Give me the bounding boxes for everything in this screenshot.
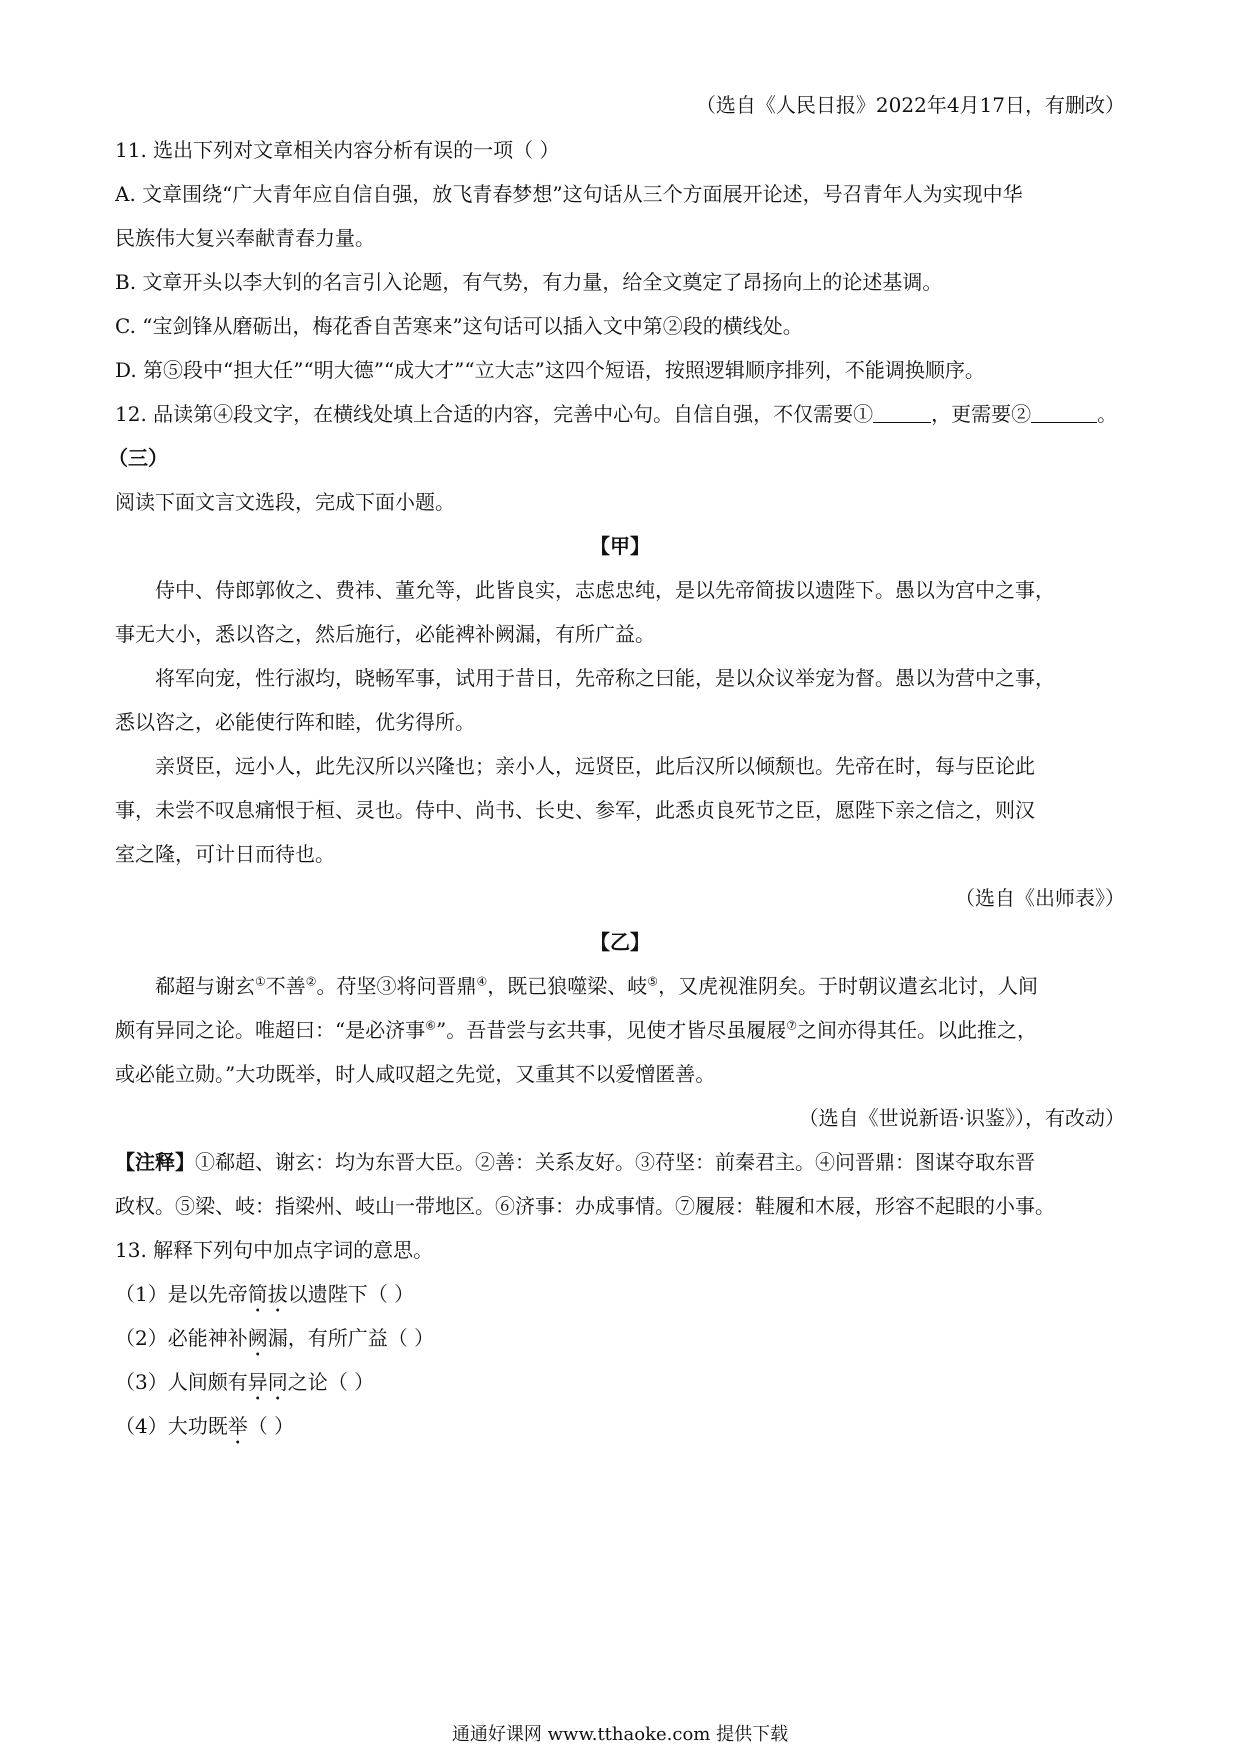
jia-p3-line3: 室之隆，可计日而待也。 bbox=[115, 842, 335, 866]
jia-p3-line2: 事，未尝不叹息痛恨于桓、灵也。侍中、尚书、长史、参军，此悉贞良死节之臣，愿陛下亲之信之，则汉 bbox=[115, 798, 1035, 822]
yi-source: （选自《世说新语·识鉴》），有改动） bbox=[798, 1106, 1125, 1130]
dotted-word: 举 bbox=[227, 1414, 248, 1438]
yi-line2 bbox=[115, 1015, 1125, 1045]
q11-option-d: D. 第⑤段中“担大任”“明大德”“成大才”“立大志”这四个短语，按照逻辑顺序排列，不能调换顺序。 bbox=[115, 358, 985, 382]
section-instruction: 阅读下面文言文选段，完成下面小题。 bbox=[115, 490, 455, 514]
q13-text: （ ） bbox=[247, 1414, 295, 1438]
yi-text: 不善 bbox=[265, 974, 306, 998]
q13-item-4 bbox=[115, 1411, 1125, 1449]
section-heading: （三） bbox=[108, 446, 168, 470]
q13-text: 以遗陛下（ ） bbox=[287, 1282, 415, 1306]
yi-text: 颇有异同之论。唯超曰：“是必济事 bbox=[115, 1018, 426, 1042]
jia-p3-line1: 亲贤臣，远小人，此先汉所以兴隆也；亲小人，远贤臣，此后汉所以倾颓也。先帝在时，每与臣论此 bbox=[155, 754, 1035, 778]
q13-item-3 bbox=[115, 1367, 1125, 1405]
q13-text: （1）是以先帝 bbox=[115, 1282, 248, 1306]
footer-watermark: 通通好课网 www.tthaoke.com 提供下载 bbox=[451, 1724, 789, 1745]
yi-text: 。苻坚③将问晋鼎 bbox=[316, 974, 477, 998]
jia-p1-line1: 侍中、侍郎郭攸之、费祎、董允等，此皆良实，志虑忠纯，是以先帝简拔以遗陛下。愚以为宫中之事， bbox=[155, 578, 1055, 602]
yi-text: ，既已狼噬梁、岐 bbox=[487, 974, 648, 998]
q12-part2: ，更需要② bbox=[931, 402, 1032, 426]
q11-option-a: A. 文章围绕“广大青年应自信自强，放飞青春梦想”这句话从三个方面展开论述，号召青年人为实现中华 bbox=[115, 182, 1023, 206]
q12-part3: 。 bbox=[1097, 402, 1118, 426]
note-marker: ② bbox=[305, 974, 317, 989]
notes-line1 bbox=[115, 1147, 1125, 1177]
yi-text: ”。吾昔尝与玄共事，见使才皆尽虽履屐 bbox=[436, 1018, 787, 1042]
notes-text: ①郗超、谢玄：均为东晋大臣。②善：关系友好。③苻坚：前秦君主。④问晋鼎：图谋夺取东晋 bbox=[195, 1150, 1035, 1174]
dotted-word: 异同 bbox=[247, 1370, 288, 1394]
note-marker: ⑦ bbox=[786, 1018, 797, 1033]
yi-text: ，又虎视淮阴矣。于时朝议遣玄北讨，人间 bbox=[658, 974, 1039, 998]
note-marker: ⑥ bbox=[425, 1018, 436, 1033]
notes-label: 【注释】 bbox=[115, 1150, 195, 1174]
q13-text: （2）必能神补 bbox=[115, 1326, 248, 1350]
yi-text: 郗超与谢玄 bbox=[155, 974, 255, 998]
note-marker: ① bbox=[255, 974, 266, 989]
note-marker: ④ bbox=[476, 974, 488, 989]
note-marker: ⑤ bbox=[647, 974, 659, 989]
jia-source: （选自《出师表》） bbox=[955, 886, 1125, 910]
jia-p2-line1: 将军向宠，性行淑均，晓畅军事，试用于昔日，先帝称之曰能，是以众议举宠为督。愚以为营中之事， bbox=[155, 666, 1055, 690]
yi-text: 之间亦得其任。以此推之， bbox=[797, 1018, 1037, 1042]
q12-text bbox=[115, 399, 1125, 429]
q11-option-c: C. “宝剑锋从磨砺出，梅花香自苦寒来”这句话可以插入文中第②段的横线处。 bbox=[115, 314, 803, 338]
notes-line2: 政权。⑤梁、岐：指梁州、岐山一带地区。⑥济事：办成事情。⑦履屐：鞋履和木屐，形容不起眼的小事。 bbox=[115, 1194, 1055, 1218]
q12-part1: 12. 品读第④段文字，在横线处填上合适的内容，完善中心句。自信自强，不仅需要① bbox=[115, 402, 874, 426]
source-citation-top: （选自《人民日报》2022年4月17日，有删改） bbox=[695, 93, 1125, 117]
dotted-word: 阙 bbox=[247, 1326, 268, 1350]
q11-stem: 11. 选出下列对文章相关内容分析有误的一项（ ） bbox=[115, 138, 560, 162]
q13-item-2 bbox=[115, 1323, 1125, 1361]
q13-stem: 13. 解释下列句中加点字词的意思。 bbox=[115, 1238, 434, 1262]
q12-blank-2[interactable] bbox=[1031, 404, 1097, 423]
q13-text: 之论（ ） bbox=[287, 1370, 375, 1394]
jia-p1-line2: 事无大小，悉以咨之，然后施行，必能裨补阙漏，有所广益。 bbox=[115, 622, 655, 646]
q13-item-1 bbox=[115, 1279, 1125, 1317]
yi-line3: 或必能立勋。”大功既举，时人咸叹超之先觉，又重其不以爱憎匿善。 bbox=[115, 1062, 716, 1086]
yi-line1 bbox=[115, 971, 1125, 1001]
passage-yi-title: 【乙】 bbox=[590, 930, 650, 954]
q11-option-a-cont: 民族伟大复兴奉献青春力量。 bbox=[115, 226, 375, 250]
dotted-word: 简拔 bbox=[247, 1282, 288, 1306]
q13-text: （3）人间颇有 bbox=[115, 1370, 248, 1394]
passage-jia-title: 【甲】 bbox=[590, 534, 650, 558]
q13-text: （4）大功既 bbox=[115, 1414, 228, 1438]
q12-blank-1[interactable] bbox=[873, 404, 931, 423]
jia-p2-line2: 悉以咨之，必能使行阵和睦，优劣得所。 bbox=[115, 710, 475, 734]
q11-option-b: B. 文章开头以李大钊的名言引入论题，有气势，有力量，给全文奠定了昂扬向上的论述基调。 bbox=[115, 270, 943, 294]
q13-text: 漏，有所广益（ ） bbox=[267, 1326, 435, 1350]
